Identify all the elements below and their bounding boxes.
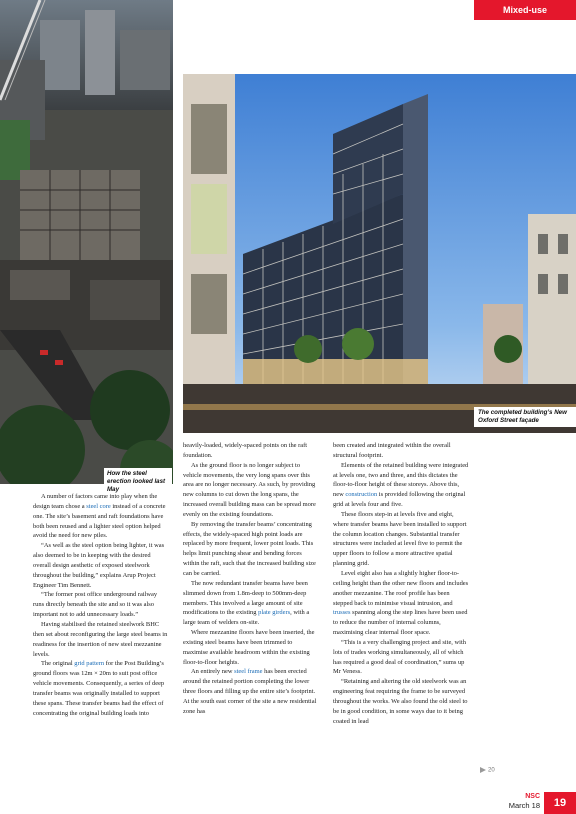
- publication-name: NSC: [525, 793, 540, 800]
- issue-date: March 18: [508, 801, 540, 810]
- continued-marker[interactable]: [480, 767, 495, 774]
- paragraph: been created and integrated within the overall structural footprint.: [333, 442, 451, 459]
- paragraph: Having stabilised the retained steelwork BHC then set about reconfiguring the large steel beams in readiness for the insertion of new steel mezzanine levels.: [33, 620, 168, 658]
- link-plate-girders[interactable]: plate girders: [258, 609, 291, 617]
- article-column-3: [333, 441, 469, 726]
- link-construction[interactable]: construction: [345, 491, 378, 499]
- paragraph: A number of factors came into play when the design team chose a steel core instead of a concrete one. The site’s basement and raft foundations have both been reused and a lighter steel option helped avoid the need for new piles.: [33, 493, 166, 540]
- paragraph: Where mezzanine floors have been inserted, the existing steel beams have been trimmed to maximise available headroom within the existing floor-to-floor heights.: [183, 629, 315, 666]
- paragraph: “This is a very challenging project and site, with lots of trades working simultaneously, all of which has required a good deal of coordination,” sums up Mr Veness.: [333, 638, 466, 676]
- steel-erection-photo: [0, 0, 173, 484]
- caption-steel-erection: How the steel erection looked last May: [104, 468, 172, 496]
- article-column-2: [183, 441, 319, 717]
- paragraph: The original grid pattern for the Post Building’s ground floors was 12m × 20m to suit post office vehicle movements. Consequently, a series of deep transfer beams was originally installed to support these spans. These transfer beams had the effect of concentrating the original building loads into: [33, 660, 165, 717]
- section-tag: Mixed-use: [474, 0, 576, 20]
- caption-facade: The completed building’s New Oxford Street façade: [474, 407, 576, 427]
- paragraph: Elements of the retained building were integrated at levels one, two and three, and this dictates the floor-to-floor height of these storeys. Above this, new construction is provided following the original grid at levels four and five.: [333, 461, 469, 509]
- page-number: 19: [544, 792, 576, 814]
- paragraph: “The former post office underground railway runs directly beneath the site and so it was also important not to add unnecessary loads.”: [33, 591, 158, 619]
- paragraph: As the ground floor is no longer subject to vehicle movements, the very long spans over this area are no longer necessary. As such, by providing new columns to cut down the long spans, the increased overall building mass can be spread more evenly on the existing foundations.: [183, 461, 316, 518]
- paragraph: Level eight also has a slightly higher floor-to-ceiling height than the other new floors and includes another mezzanine. The roof profile has been stepped back to minimise visual intrusion, and trusses spanning along the step lines have been used to reduce the number of internal columns, maximising clear internal floor space.: [333, 569, 469, 637]
- link-grid-pattern[interactable]: grid pattern: [74, 660, 105, 668]
- folio: [504, 793, 540, 810]
- paragraph: These floors step-in at levels five and eight, where transfer beams have been installed to support the column location changes. Substantial transfer structures were included at level five to permit the upper floors to follow a more attractive spatial planning grid.: [333, 510, 467, 568]
- paragraph: An entirely new steel frame has been erected around the retained portion completing the lower three floors and filling up the entire site’s footprint. At the south east corner of the site a new residential zone has: [183, 668, 317, 715]
- link-trusses[interactable]: trusses: [333, 609, 351, 617]
- paragraph: The now redundant transfer beams have been slimmed down from 1.8m-deep to 500mm-deep members. This involved a large amount of site modifications to the existing plate girders, with a large team of welders on-site.: [183, 579, 310, 627]
- play-arrow-icon: [480, 767, 486, 773]
- paragraph: “As well as the steel option being lighter, it was also deemed to be in keeping with the desired overall design aesthetic of exposed steelwork throughout the building,” explains Arup Project Engineer Tim Bennett.: [33, 542, 165, 589]
- link-steel-core[interactable]: steel core: [86, 502, 111, 510]
- paragraph: “Retaining and altering the old steelwork was an engineering feat requiring the frame to be surveyed throughout the works. We also found the old steel to be in good condition, in some ways due to it being coated in lead: [333, 678, 468, 725]
- article-column-1: [33, 492, 169, 718]
- building-facade-photo: [183, 74, 576, 433]
- continued-page: 20: [488, 767, 495, 774]
- paragraph: heavily-loaded, widely-spaced points on the raft foundation.: [183, 442, 308, 459]
- paragraph: By removing the transfer beams’ concentrating effects, the widely-spaced high point loads are replaced by more frequent, lower point loads. This helps limit punching shear and bending forces within the raft, such that the increased building size can be carried.: [183, 520, 316, 577]
- link-steel-frame[interactable]: steel frame: [234, 668, 263, 676]
